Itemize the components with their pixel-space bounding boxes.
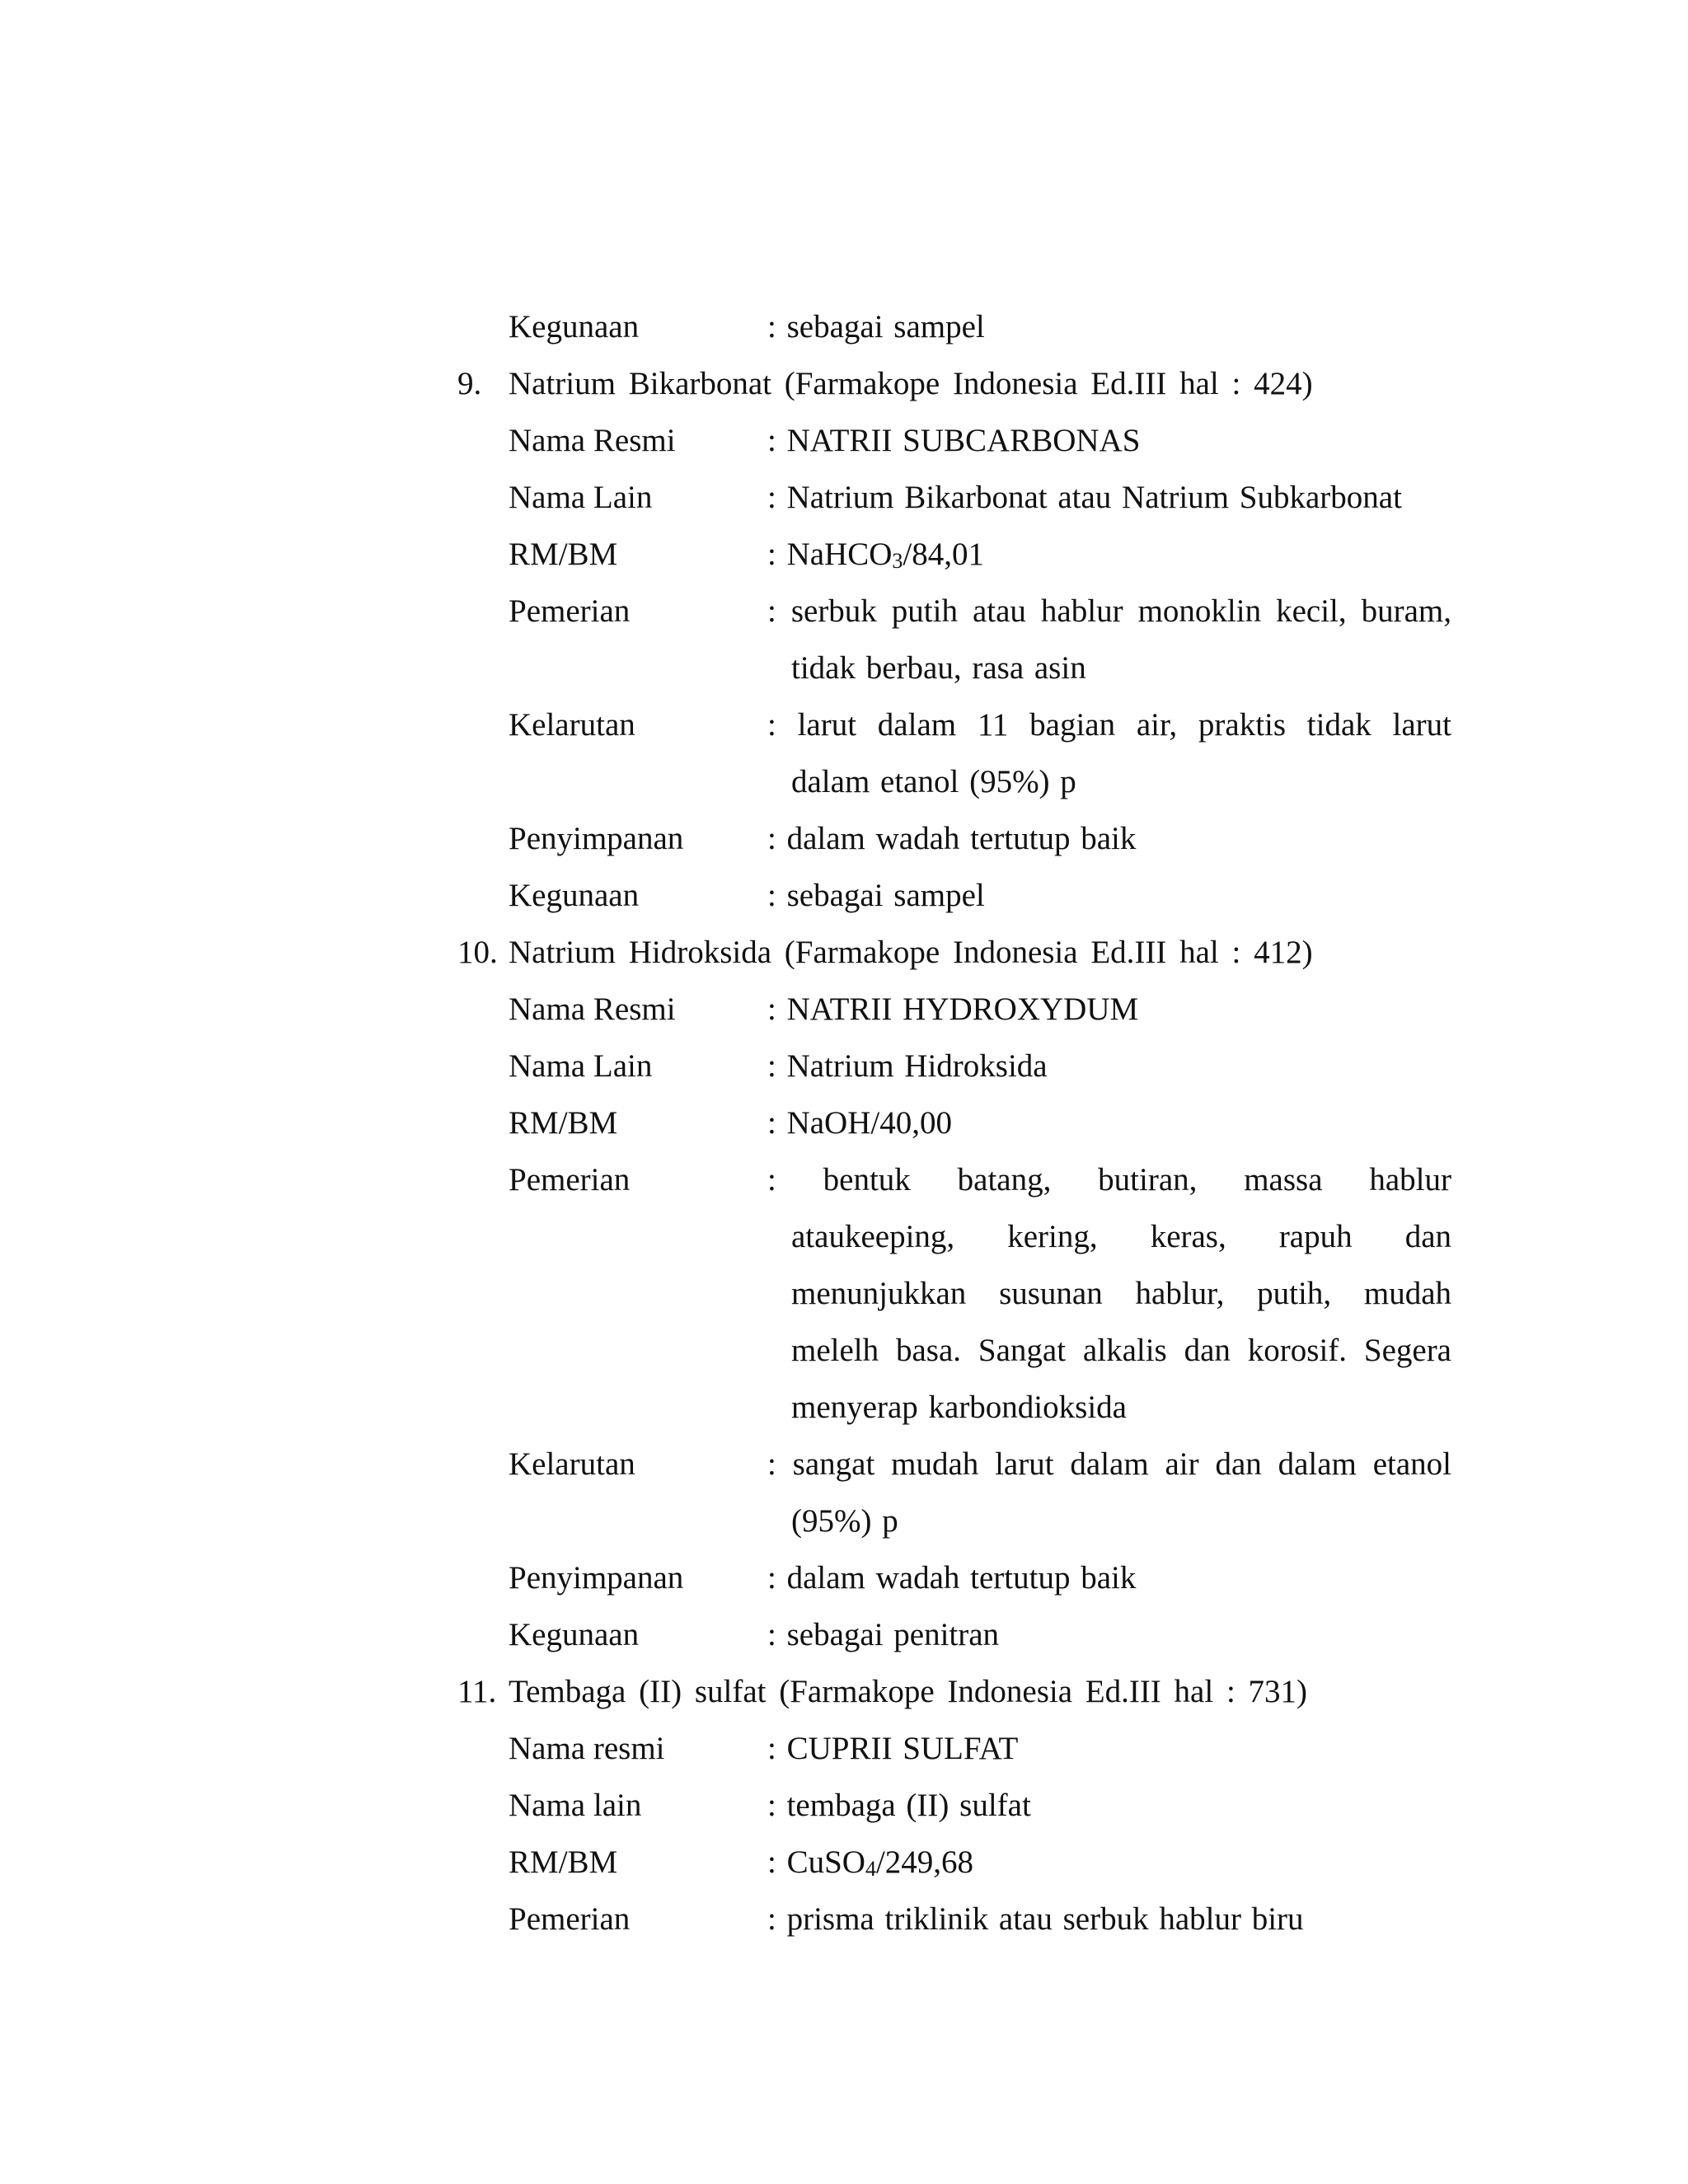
pemerian-value: : prisma triklinik atau serbuk hablur biru — [767, 1901, 1304, 1937]
nama-lain-label: Nama Lain — [509, 1048, 653, 1084]
rmbm-formula-suffix: /84,01 — [903, 537, 984, 572]
penyimpanan-label: Penyimpanan — [509, 821, 684, 856]
entry-row-nama-resmi — [457, 1720, 1447, 1777]
item-heading: Natrium Hidroksida (Farmakope Indonesia Ed.III hal : 412) — [509, 935, 1313, 970]
rmbm-formula-suffix: /249,68 — [875, 1844, 974, 1880]
entry-row-kelarutan-cont — [457, 1493, 1447, 1549]
nama-resmi-label: Nama Resmi — [509, 991, 676, 1027]
rmbm-formula-prefix: : NaHCO — [767, 537, 893, 572]
nama-lain-value: : Natrium Bikarbonat atau Natrium Subkarbonat — [767, 480, 1402, 515]
kegunaan-value: : sebagai sampel — [767, 309, 985, 344]
entry-row-nama-lain — [457, 1777, 1447, 1834]
pemerian-value-line: menunjukkan susunan hablur, putih, mudah — [791, 1276, 1451, 1311]
entry-row-pemerian-cont — [457, 1379, 1447, 1436]
entry-row-rmbm — [457, 526, 1447, 583]
rmbm-label: RM/BM — [509, 537, 618, 572]
item-heading-row — [457, 924, 1447, 981]
nama-lain-value: : tembaga (II) sulfat — [767, 1788, 1031, 1823]
kelarutan-value-line: : sangat mudah larut dalam air dan dalam etanol — [767, 1446, 1451, 1482]
penyimpanan-value: : dalam wadah tertutup baik — [767, 1560, 1137, 1596]
entry-row-nama-resmi — [457, 981, 1447, 1038]
entry-row-pemerian-cont — [457, 1265, 1451, 1322]
entry-row-pemerian-cont — [457, 1208, 1451, 1265]
entry-row-pemerian — [457, 583, 1451, 640]
item-heading: Tembaga (II) sulfat (Farmakope Indonesia Ed.III hal : 731) — [509, 1674, 1308, 1709]
rmbm-formula-prefix: : CuSO — [767, 1844, 865, 1880]
entry-row-kelarutan-cont — [457, 753, 1447, 810]
kegunaan-label: Kegunaan — [509, 309, 640, 344]
kelarutan-label: Kelarutan — [509, 1446, 635, 1482]
pemerian-label: Pemerian — [509, 593, 631, 629]
entry-row-kegunaan — [457, 1606, 1447, 1663]
penyimpanan-label: Penyimpanan — [509, 1560, 684, 1596]
entry-row-nama-resmi — [457, 412, 1447, 469]
pemerian-value-line: melelh basa. Sangat alkalis dan korosif. Segera — [791, 1333, 1451, 1368]
rmbm-label: RM/BM — [509, 1105, 618, 1141]
nama-lain-label: Nama Lain — [509, 480, 653, 515]
kelarutan-value-line: (95%) p — [791, 1503, 898, 1539]
entry-row-kegunaan — [457, 867, 1447, 924]
entry-row-kegunaan — [457, 298, 1447, 355]
item-number: 10. — [457, 935, 498, 970]
pemerian-value-line: tidak berbau, rasa asin — [791, 650, 1086, 686]
pemerian-label: Pemerian — [509, 1162, 631, 1197]
entry-row-pemerian-cont — [457, 1322, 1451, 1379]
rmbm-formula-subscript: 3 — [892, 549, 903, 573]
nama-resmi-label: Nama resmi — [509, 1731, 665, 1766]
rmbm-label: RM/BM — [509, 1844, 618, 1880]
item-heading-row — [457, 355, 1447, 412]
kelarutan-value-line: dalam etanol (95%) p — [791, 764, 1076, 799]
kegunaan-label: Kegunaan — [509, 878, 640, 913]
nama-resmi-label: Nama Resmi — [509, 423, 676, 458]
nama-resmi-value: : CUPRII SULFAT — [767, 1731, 1019, 1766]
pemerian-value-line: : bentuk batang, butiran, massa hablur — [767, 1162, 1451, 1197]
rmbm-value — [767, 1834, 973, 1891]
entry-row-penyimpanan — [457, 810, 1447, 867]
rmbm-value: : NaOH/40,00 — [767, 1105, 952, 1141]
kelarutan-value-line: : larut dalam 11 bagian air, praktis tidak larut — [767, 707, 1451, 743]
pemerian-value-line: ataukeeping, kering, keras, rapuh dan — [791, 1219, 1451, 1254]
nama-lain-value: : Natrium Hidroksida — [767, 1048, 1048, 1084]
rmbm-formula-subscript: 4 — [865, 1857, 876, 1881]
kegunaan-label: Kegunaan — [509, 1617, 640, 1652]
entry-row-pemerian — [457, 1151, 1451, 1208]
penyimpanan-value: : dalam wadah tertutup baik — [767, 821, 1137, 856]
nama-lain-label: Nama lain — [509, 1788, 642, 1823]
entry-row-nama-lain — [457, 1038, 1447, 1094]
entry-row-rmbm — [457, 1834, 1447, 1891]
pemerian-value-line: : serbuk putih atau hablur monoklin kecil, buram, — [767, 593, 1451, 629]
entry-row-rmbm — [457, 1094, 1447, 1151]
pemerian-label: Pemerian — [509, 1901, 631, 1937]
kegunaan-value: : sebagai penitran — [767, 1617, 1000, 1652]
kelarutan-label: Kelarutan — [509, 707, 635, 743]
entry-row-penyimpanan — [457, 1549, 1447, 1606]
kegunaan-value: : sebagai sampel — [767, 878, 985, 913]
entry-row-nama-lain — [457, 469, 1447, 526]
item-number: 11. — [457, 1674, 497, 1709]
entry-row-pemerian — [457, 1891, 1447, 1947]
entry-row-pemerian-cont — [457, 640, 1447, 696]
item-number: 9. — [457, 366, 482, 401]
nama-resmi-value: : NATRII SUBCARBONAS — [767, 423, 1141, 458]
nama-resmi-value: : NATRII HYDROXYDUM — [767, 991, 1139, 1027]
entry-row-kelarutan — [457, 696, 1451, 753]
item-heading-row — [457, 1663, 1447, 1720]
entry-row-kelarutan — [457, 1436, 1451, 1493]
item-heading: Natrium Bikarbonat (Farmakope Indonesia Ed.III hal : 424) — [509, 366, 1313, 401]
monograph-list — [457, 298, 1451, 1947]
pemerian-value-line: menyerap karbondioksida — [791, 1390, 1127, 1425]
rmbm-value — [767, 526, 984, 583]
